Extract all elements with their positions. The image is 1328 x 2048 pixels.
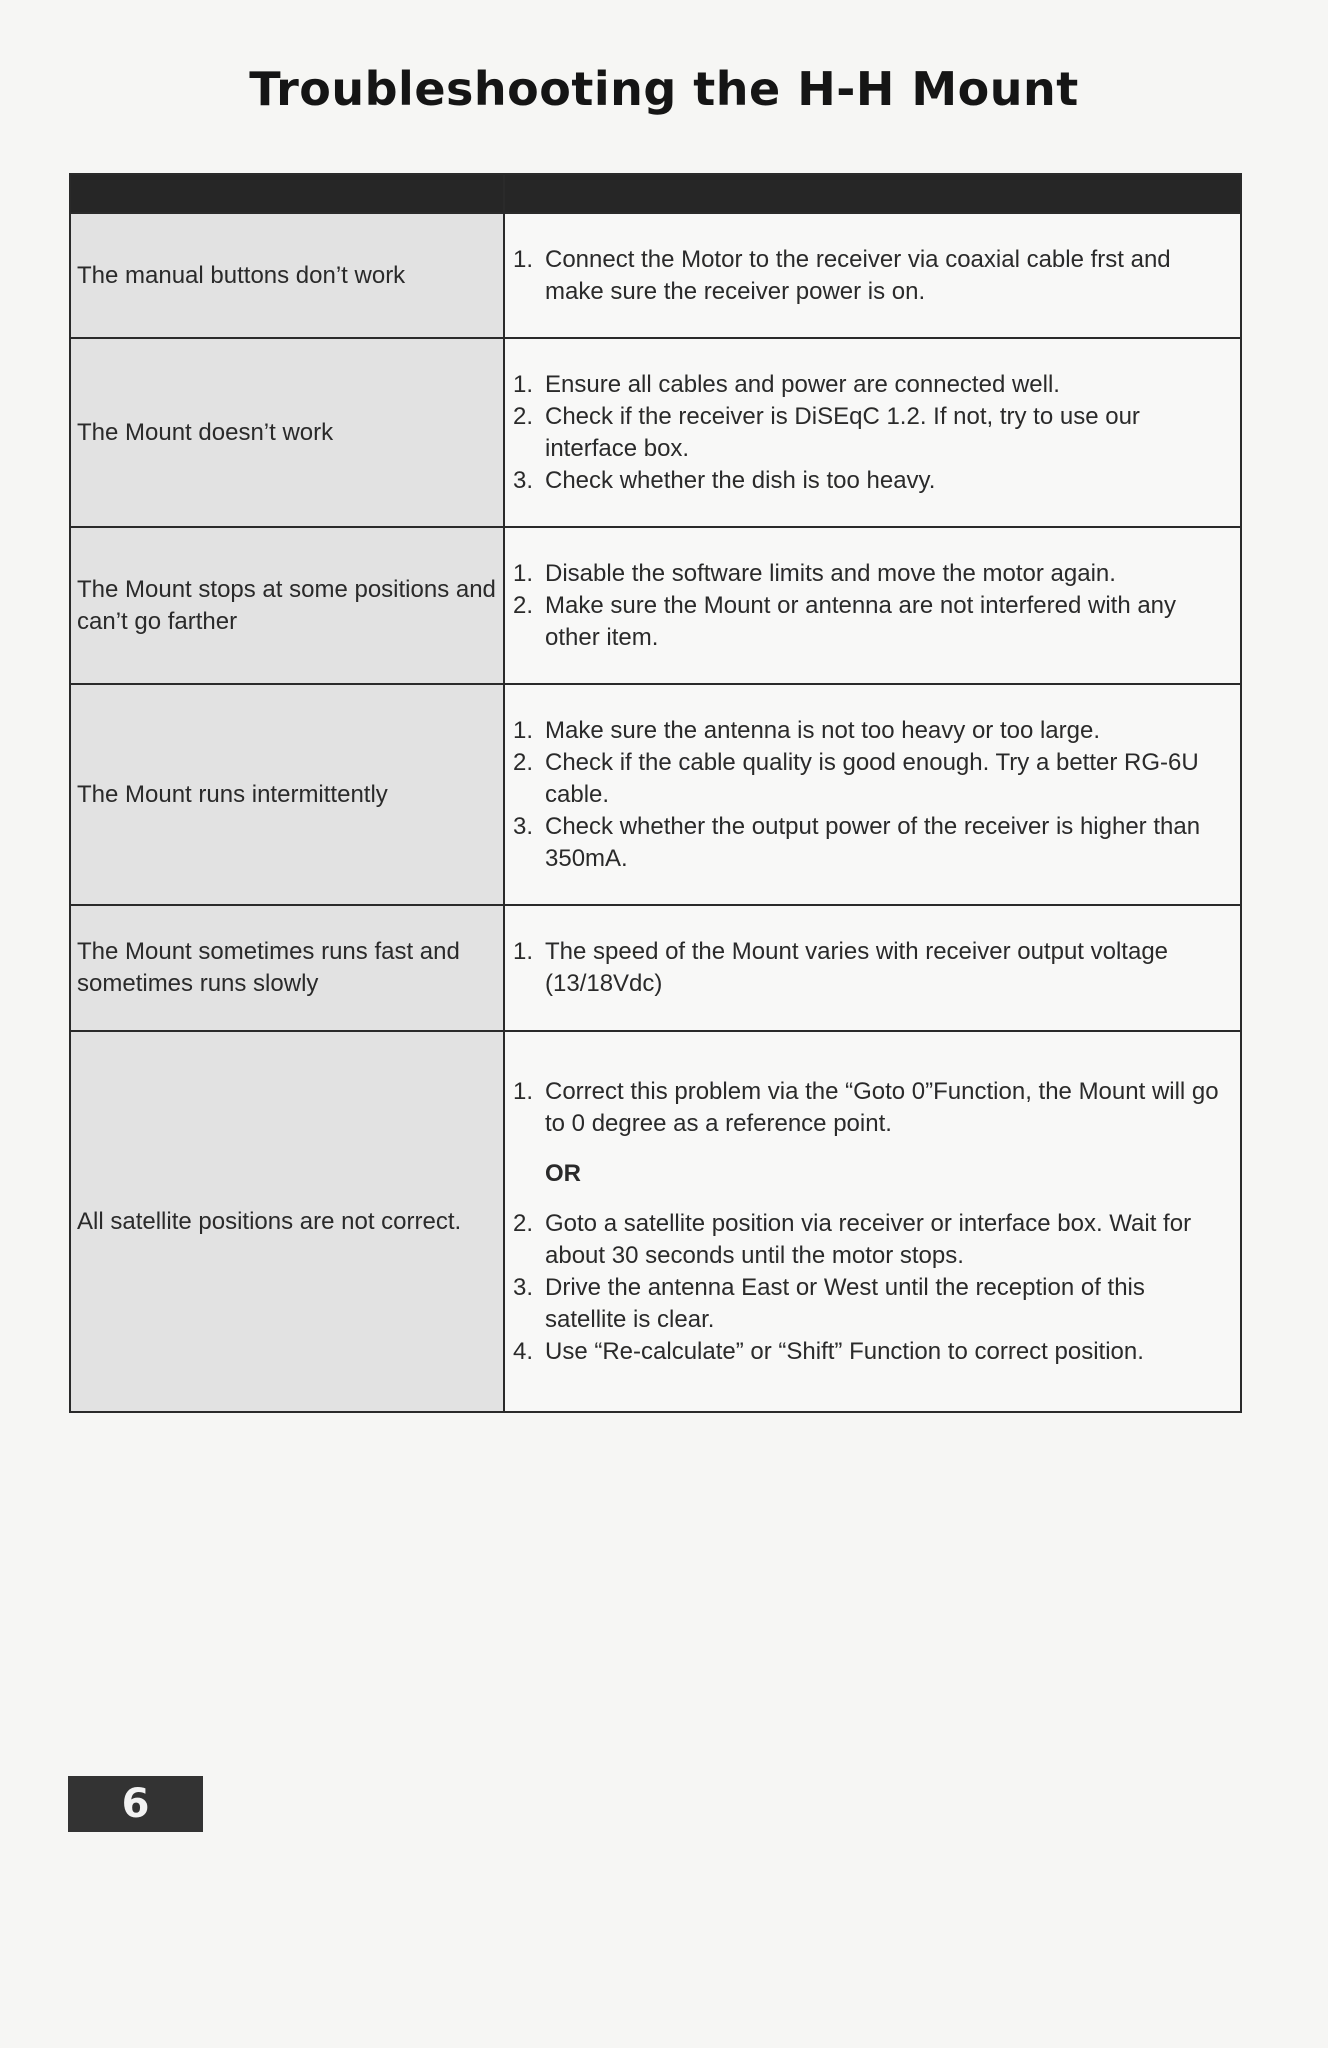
- step-number: 2.: [513, 748, 534, 776]
- step-text: Check whether the output power of the receiver is higher than 350mA.: [545, 812, 1201, 872]
- solution-steps: [509, 1208, 1232, 1368]
- step-text: Disable the software limits and move the motor again.: [545, 559, 1116, 587]
- table-row: [70, 684, 1241, 905]
- page-number: 6: [68, 1776, 203, 1832]
- step-text: Make sure the antenna is not too heavy or too large.: [545, 716, 1101, 744]
- step-text: Check whether the dish is too heavy.: [545, 466, 936, 494]
- troubleshooting-table: [69, 173, 1242, 1413]
- step-number: 2.: [513, 402, 534, 430]
- problem-cell: The Mount sometimes runs fast and sometimes runs slowly: [70, 905, 504, 1031]
- step-number: 3.: [513, 1273, 534, 1301]
- step-text: Check if the receiver is DiSEqC 1.2. If not, try to use our interface box.: [545, 402, 1140, 462]
- solution-cell: [504, 527, 1241, 684]
- step-text: Make sure the Mount or antenna are not interfered with any other item.: [545, 591, 1177, 651]
- solution-step: [509, 1336, 1232, 1368]
- step-text: Check if the cable quality is good enough. Try a better RG-6U cable.: [545, 748, 1199, 808]
- step-number: 1.: [513, 370, 534, 398]
- problem-cell: The manual buttons don’t work: [70, 213, 504, 338]
- solution-step: [509, 747, 1232, 811]
- step-text: Use “Re-calculate” or “Shift” Function to correct position.: [545, 1337, 1144, 1365]
- step-number: 2.: [513, 591, 534, 619]
- solution-step: [509, 1208, 1232, 1272]
- problem-cell: All satellite positions are not correct.: [70, 1031, 504, 1412]
- step-text: Goto a satellite position via receiver or interface box. Wait for about 30 seconds until the motor stops.: [545, 1209, 1192, 1269]
- solution-steps: [509, 936, 1232, 1000]
- header-problem-cell: [70, 174, 504, 213]
- problem-cell: The Mount stops at some positions and can’t go farther: [70, 527, 504, 684]
- step-text: Correct this problem via the “Goto 0”Function, the Mount will go to 0 degree as a reference point.: [545, 1077, 1219, 1137]
- solution-steps: [509, 558, 1232, 654]
- solution-cell: [504, 905, 1241, 1031]
- table-row: [70, 905, 1241, 1031]
- solution-cell: [504, 213, 1241, 338]
- step-number: 4.: [513, 1337, 534, 1365]
- step-text: Connect the Motor to the receiver via coaxial cable frst and make sure the receiver power is on.: [545, 245, 1171, 305]
- step-number: 1.: [513, 938, 534, 965]
- step-text: The speed of the Mount varies with receiver output voltage (13/18Vdc): [545, 938, 1169, 997]
- solution-step: [509, 244, 1232, 308]
- solution-steps: [509, 244, 1232, 308]
- solution-step: [509, 401, 1232, 465]
- page-title: Troubleshooting the H-H Mount: [249, 62, 1079, 116]
- solution-step: [509, 1076, 1232, 1140]
- solution-step: [509, 558, 1232, 590]
- step-number: 3.: [513, 812, 534, 840]
- solution-steps: [509, 369, 1232, 497]
- solution-steps: [509, 715, 1232, 875]
- table-row: [70, 338, 1241, 527]
- solution-step: [509, 811, 1232, 875]
- table-row: [70, 527, 1241, 684]
- solution-step: [509, 369, 1232, 401]
- solution-step: [509, 465, 1232, 497]
- step-number: 2.: [513, 1209, 534, 1237]
- or-label: OR: [545, 1159, 581, 1187]
- step-text: Ensure all cables and power are connected well.: [545, 370, 1060, 398]
- solution-cell: [504, 1031, 1241, 1412]
- solution-step: [509, 590, 1232, 654]
- step-number: 1.: [513, 716, 534, 744]
- solution-steps: [509, 1076, 1232, 1140]
- solution-cell: [504, 684, 1241, 905]
- solution-step: [509, 715, 1232, 747]
- problem-cell: The Mount doesn’t work: [70, 338, 504, 527]
- step-number: 3.: [513, 466, 534, 494]
- step-number: 1.: [513, 559, 534, 587]
- table-row: [70, 213, 1241, 338]
- table-header-row: [70, 174, 1241, 213]
- solution-cell: [504, 338, 1241, 527]
- step-text: Drive the antenna East or West until the reception of this satellite is clear.: [545, 1273, 1145, 1333]
- step-number: 1.: [513, 245, 534, 273]
- solution-step: [509, 1272, 1232, 1336]
- problem-cell: The Mount runs intermittently: [70, 684, 504, 905]
- table-row: [70, 1031, 1241, 1412]
- step-number: 1.: [513, 1077, 534, 1105]
- solution-step: [509, 936, 1232, 1000]
- header-solution-cell: [504, 174, 1241, 213]
